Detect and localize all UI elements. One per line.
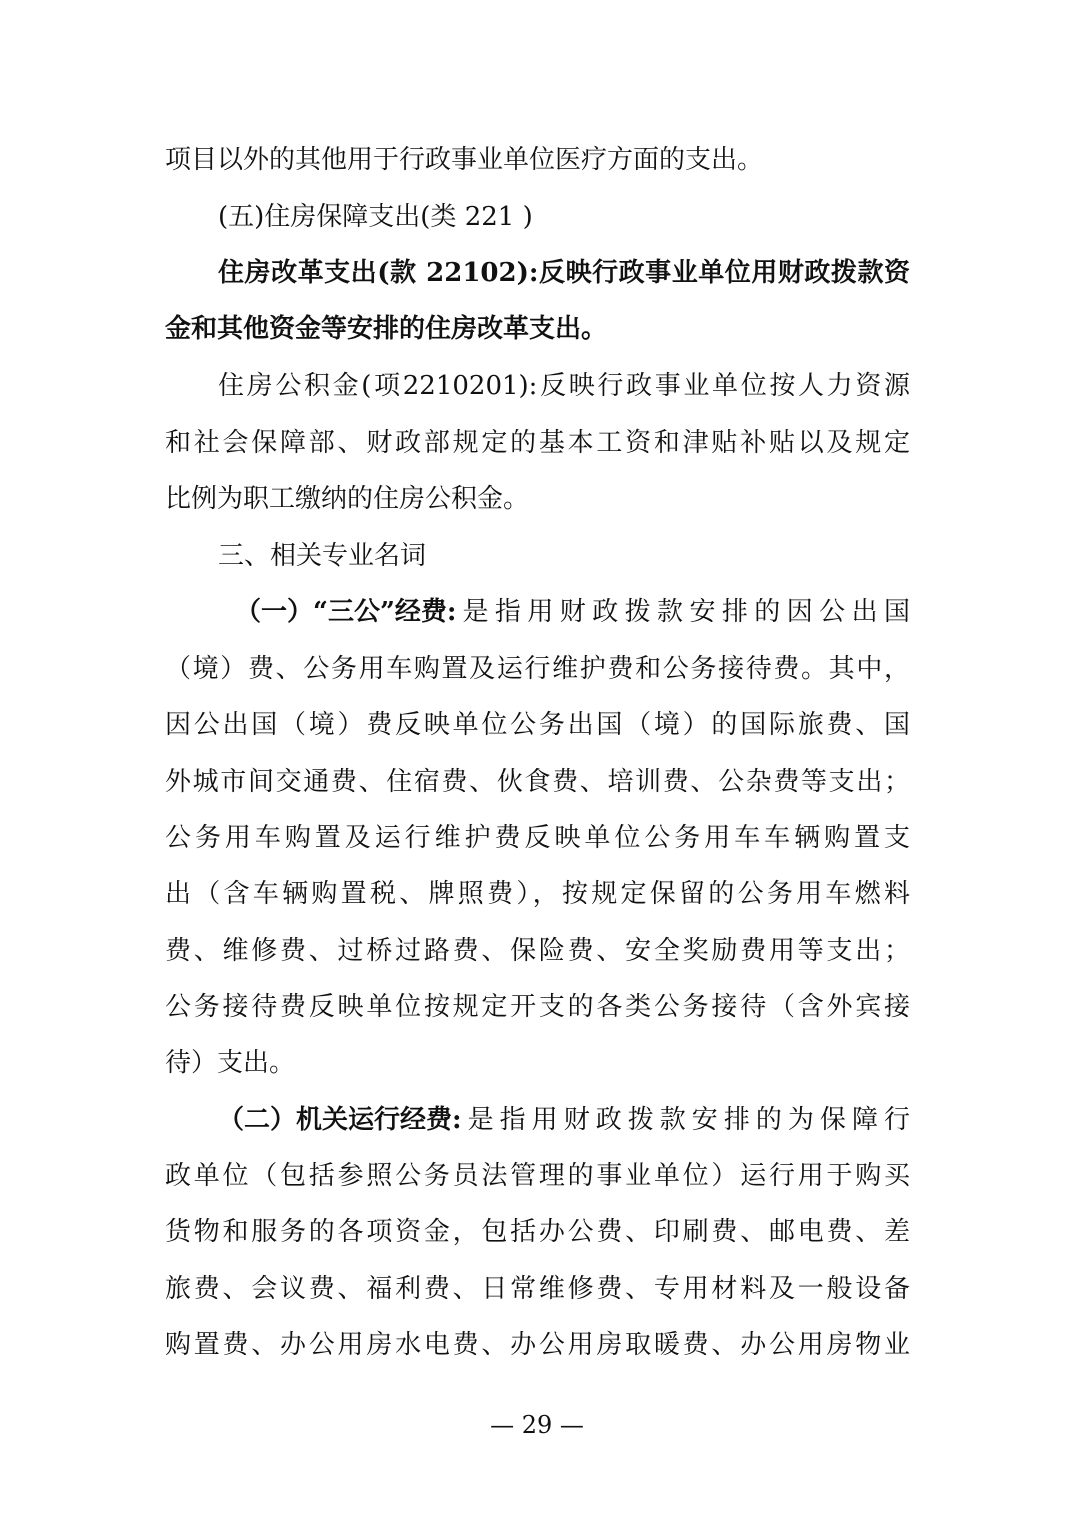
text-line: 比例为职工缴纳的住房公积金。 — [165, 484, 530, 514]
text-line: 待）支出。 — [165, 1048, 296, 1078]
term-label: （一）“三公”经费: — [235, 597, 457, 627]
text-line: 住房改革支出(款 22102):反映行政事业单位用财政拨款资 — [218, 258, 910, 288]
text-line — [235, 592, 910, 632]
text-line: 公务用车购置及运行维护费反映单位公务用车车辆购置支 — [165, 823, 910, 853]
text-line: 住房公积金(项2210201):反映行政事业单位按人力资源 — [218, 371, 910, 401]
text-line: 外城市间交通费、住宿费、伙食费、培训费、公杂费等支出； — [165, 767, 910, 797]
text-line: 购置费、办公用房水电费、办公用房取暖费、办公用房物业 — [165, 1330, 910, 1360]
text-line: 项目以外的其他用于行政事业单位医疗方面的支出。 — [165, 145, 764, 175]
text-line: 费、维修费、过桥过路费、保险费、安全奖励费用等支出； — [165, 936, 910, 966]
page-number: — 29 — — [490, 1411, 584, 1439]
text-line: 因公出国（境）费反映单位公务出国（境）的国际旅费、国 — [165, 710, 910, 740]
text-line: 出（含车辆购置税、牌照费），按规定保留的公务用车燃料 — [165, 879, 910, 909]
section-heading: (五)住房保障支出(类 221 ) — [218, 202, 533, 232]
term-label: （二）机关运行经费: — [218, 1105, 462, 1135]
term-definition: 是指用财政拨款安排的因公出国 — [462, 597, 910, 627]
text-line: 和社会保障部、财政部规定的基本工资和津贴补贴以及规定 — [165, 428, 910, 458]
text-line: 旅费、会议费、福利费、日常维修费、专用材料及一般设备 — [165, 1274, 910, 1304]
section-heading: 三、相关专业名词 — [218, 541, 427, 571]
text-line — [218, 1100, 910, 1140]
text-line: 金和其他资金等安排的住房改革支出。 — [165, 314, 608, 344]
text-line: 政单位（包括参照公务员法管理的事业单位）运行用于购买 — [165, 1161, 910, 1191]
text-line: 货物和服务的各项资金，包括办公费、印刷费、邮电费、差 — [165, 1217, 910, 1247]
text-line: 公务接待费反映单位按规定开支的各类公务接待（含外宾接 — [165, 992, 910, 1022]
term-definition: 是指用财政拨款安排的为保障行 — [467, 1105, 910, 1135]
text-line: （境）费、公务用车购置及运行维护费和公务接待费。其中， — [165, 654, 910, 684]
